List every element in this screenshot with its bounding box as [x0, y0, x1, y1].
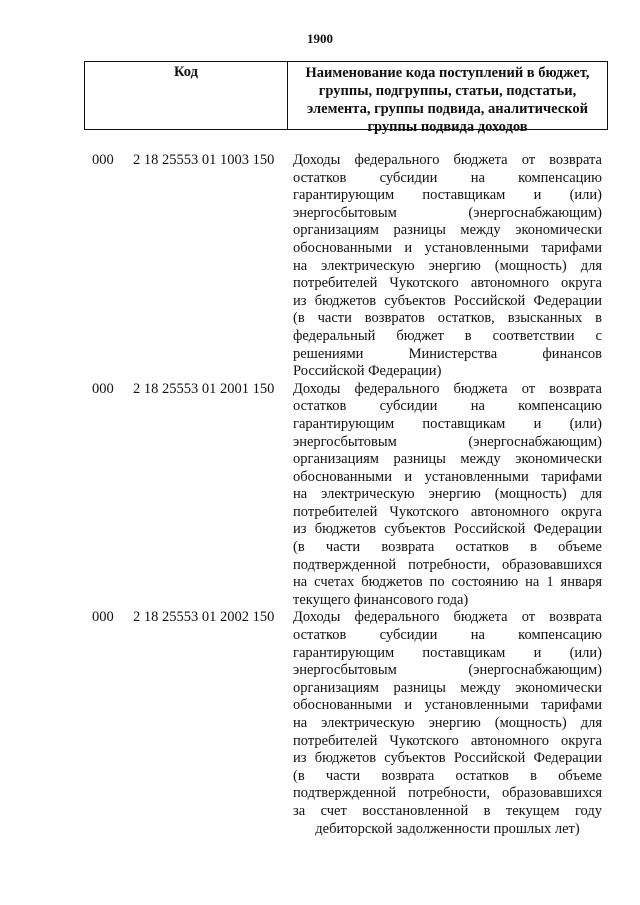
- row-description: [293, 609, 602, 838]
- description-line: федеральный бюджет в соответствии с: [293, 327, 602, 344]
- row-description: [293, 152, 602, 381]
- description-line: обоснованными и установленными тарифами: [293, 697, 602, 714]
- description-line: на электрическую энергию (мощность) для: [293, 486, 602, 503]
- row-income-code: 2 18 25553 01 2001 150: [133, 380, 275, 397]
- description-line: на электрическую энергию (мощность) для: [293, 257, 602, 274]
- description-line: за счет восстановленной в текущем году: [293, 802, 602, 819]
- description-line: Доходы федерального бюджета от возврата: [293, 152, 602, 168]
- description-line: на электрическую энергию (мощность) для: [293, 715, 602, 731]
- description-line: потребителей Чукотского автономного округа: [293, 503, 602, 520]
- description-line: (в части возвратов остатков, взысканных в: [293, 310, 602, 327]
- description-line: из бюджетов субъектов Российской Федерации: [293, 521, 602, 538]
- description-line: остатков субсидии на компенсацию: [293, 398, 602, 415]
- row-income-code: 2 18 25553 01 1003 150: [133, 152, 275, 168]
- header-code-column: Код: [85, 62, 288, 129]
- description-line: гарантирующим поставщикам и (или): [293, 415, 602, 432]
- description-line: из бюджетов субъектов Российской Федерации: [293, 750, 602, 767]
- row-income-code: 2 18 25553 01 2002 150: [133, 609, 275, 626]
- description-line: гарантирующим поставщикам и (или): [293, 187, 602, 204]
- description-line: организациям разницы между экономически: [293, 679, 602, 696]
- description-line: Российской Федерации): [293, 363, 442, 380]
- description-line: обоснованными и установленными тарифами: [293, 468, 602, 485]
- description-line: организациям разницы между экономически: [293, 222, 602, 239]
- row-description: [293, 381, 602, 610]
- table-row: [0, 609, 640, 838]
- description-line: (в части возврата остатков в объеме: [293, 767, 602, 784]
- table-header: [84, 61, 608, 135]
- description-line: Доходы федерального бюджета от возврата: [293, 380, 602, 397]
- description-line: остатков субсидии на компенсацию: [293, 627, 602, 644]
- row-admin-code: 000: [92, 152, 114, 168]
- description-line: организациям разницы между экономически: [293, 451, 602, 468]
- description-line: потребителей Чукотского автономного округа: [293, 732, 602, 749]
- table-row: [0, 381, 640, 610]
- description-line: решениями Министерства финансов: [293, 345, 602, 362]
- description-line: энергосбытовым (энергоснабжающим): [293, 204, 602, 221]
- description-line: энергосбытовым (энергоснабжающим): [293, 662, 602, 679]
- page-number: 1900: [307, 31, 333, 46]
- description-line: из бюджетов субъектов Российской Федерации: [293, 292, 602, 309]
- description-line: потребителей Чукотского автономного округа: [293, 275, 602, 292]
- description-line: обоснованными и установленными тарифами: [293, 239, 602, 256]
- table-row: [0, 152, 640, 381]
- description-line: остатков субсидии на компенсацию: [293, 169, 602, 186]
- row-admin-code: 000: [92, 609, 114, 626]
- description-line: текущего финансового года): [293, 591, 469, 608]
- description-line: подтвержденной потребности, образовавшихся: [293, 785, 602, 802]
- description-line: на счетах бюджетов по состоянию на 1 января: [293, 574, 602, 591]
- description-line: подтвержденной потребности, образовавшихся: [293, 556, 602, 573]
- row-admin-code: 000: [92, 380, 114, 397]
- table-body: [0, 152, 640, 838]
- header-name-column: Наименование кода поступлений в бюджет, группы, подгруппы, статьи, подстатьи, элемента, группы подвида, аналитической группы подвида доходов: [305, 65, 590, 135]
- description-line: энергосбытовым (энергоснабжающим): [293, 433, 602, 450]
- description-line: (в части возврата остатков в объеме: [293, 539, 602, 556]
- description-line: гарантирующим поставщикам и (или): [293, 644, 602, 661]
- description-line: Доходы федерального бюджета от возврата: [293, 609, 602, 626]
- description-line: дебиторской задолженности прошлых лет): [315, 820, 580, 837]
